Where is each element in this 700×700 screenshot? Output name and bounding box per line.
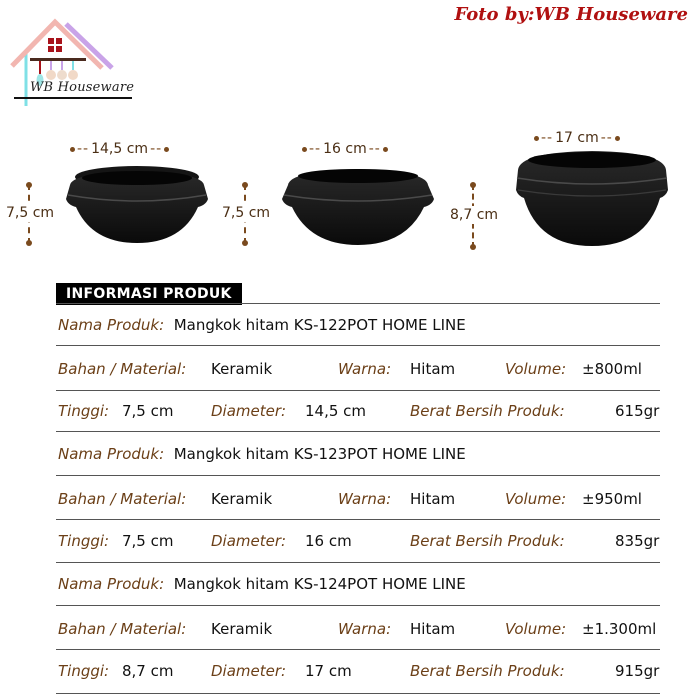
color-label: Warna:	[338, 360, 392, 378]
weight-label: Berat Bersih Produk:	[410, 402, 565, 420]
product-2-spec-row	[58, 490, 662, 508]
product-3-size-row	[58, 662, 662, 680]
bowl-2-image	[278, 163, 438, 247]
material-value: Keramik	[211, 490, 273, 508]
height-label: Tinggi:	[58, 402, 110, 420]
dot-icon	[383, 147, 388, 152]
logo-text: WB Houseware	[30, 80, 135, 95]
weight-value: 615gr	[615, 402, 660, 420]
name-label: Nama Produk:	[58, 575, 165, 593]
product-3-spec-row	[58, 620, 662, 638]
divider	[56, 649, 660, 650]
section-header: INFORMASI PRODUK	[56, 283, 242, 305]
product-name: Mangkok hitam KS-123POT HOME LINE	[173, 445, 466, 463]
divider	[56, 562, 660, 563]
height-label: Tinggi:	[58, 532, 110, 550]
bowl-2-width: -- 16 cm --	[302, 141, 388, 157]
bowl-3-image	[512, 148, 672, 248]
height-value: 8,7 cm	[122, 662, 174, 680]
diameter-value: 17 cm	[305, 662, 352, 680]
weight-label: Berat Bersih Produk:	[410, 662, 565, 680]
material-value: Keramik	[211, 620, 273, 638]
bowl-1-image	[62, 165, 212, 245]
product-1-spec-row	[58, 360, 662, 378]
divider	[56, 519, 660, 520]
color-label: Warna:	[338, 490, 392, 508]
color-label: Warna:	[338, 620, 392, 638]
material-label: Bahan / Material:	[58, 490, 187, 508]
divider	[56, 693, 660, 694]
color-value: Hitam	[410, 620, 456, 638]
color-value: Hitam	[410, 490, 456, 508]
weight-label: Berat Bersih Produk:	[410, 532, 565, 550]
dot-icon	[615, 136, 620, 141]
dot-icon	[302, 147, 307, 152]
volume-value: ±950ml	[582, 490, 642, 508]
diameter-value: 16 cm	[305, 532, 352, 550]
height-value: 7,5 cm	[122, 402, 174, 420]
name-label: Nama Produk:	[58, 316, 165, 334]
height-label: Tinggi:	[58, 662, 110, 680]
product-name: Mangkok hitam KS-124POT HOME LINE	[173, 575, 466, 593]
bowl-3-width: -- 17 cm --	[534, 130, 620, 146]
divider	[56, 345, 660, 346]
logo-underline	[14, 97, 132, 99]
product-1-size-row	[58, 402, 662, 420]
material-label: Bahan / Material:	[58, 360, 187, 378]
divider	[56, 475, 660, 476]
diameter-label: Diameter:	[211, 662, 287, 680]
volume-label: Volume:	[505, 620, 567, 638]
volume-label: Volume:	[505, 490, 567, 508]
divider	[56, 390, 660, 391]
name-label: Nama Produk:	[58, 445, 165, 463]
material-value: Keramik	[211, 360, 273, 378]
bowl-1-width: -- 14,5 cm --	[70, 141, 169, 157]
diameter-label: Diameter:	[211, 402, 287, 420]
diameter-label: Diameter:	[211, 532, 287, 550]
photo-credit: Foto by:WB Houseware	[454, 4, 688, 25]
product-1-name-row	[58, 316, 466, 334]
divider	[56, 303, 660, 304]
weight-value: 835gr	[615, 532, 660, 550]
height-value: 7,5 cm	[122, 532, 174, 550]
diameter-value: 14,5 cm	[305, 402, 367, 420]
divider	[56, 605, 660, 606]
product-name: Mangkok hitam KS-122POT HOME LINE	[173, 316, 466, 334]
divider	[56, 431, 660, 432]
material-label: Bahan / Material:	[58, 620, 187, 638]
color-value: Hitam	[410, 360, 456, 378]
volume-value: ±800ml	[582, 360, 642, 378]
product-2-name-row	[58, 445, 466, 463]
dot-icon	[70, 147, 75, 152]
weight-value: 915gr	[615, 662, 660, 680]
product-2-size-row	[58, 532, 662, 550]
dot-icon	[164, 147, 169, 152]
dot-icon	[534, 136, 539, 141]
volume-value: ±1.300ml	[582, 620, 657, 638]
volume-label: Volume:	[505, 360, 567, 378]
product-3-name-row	[58, 575, 466, 593]
